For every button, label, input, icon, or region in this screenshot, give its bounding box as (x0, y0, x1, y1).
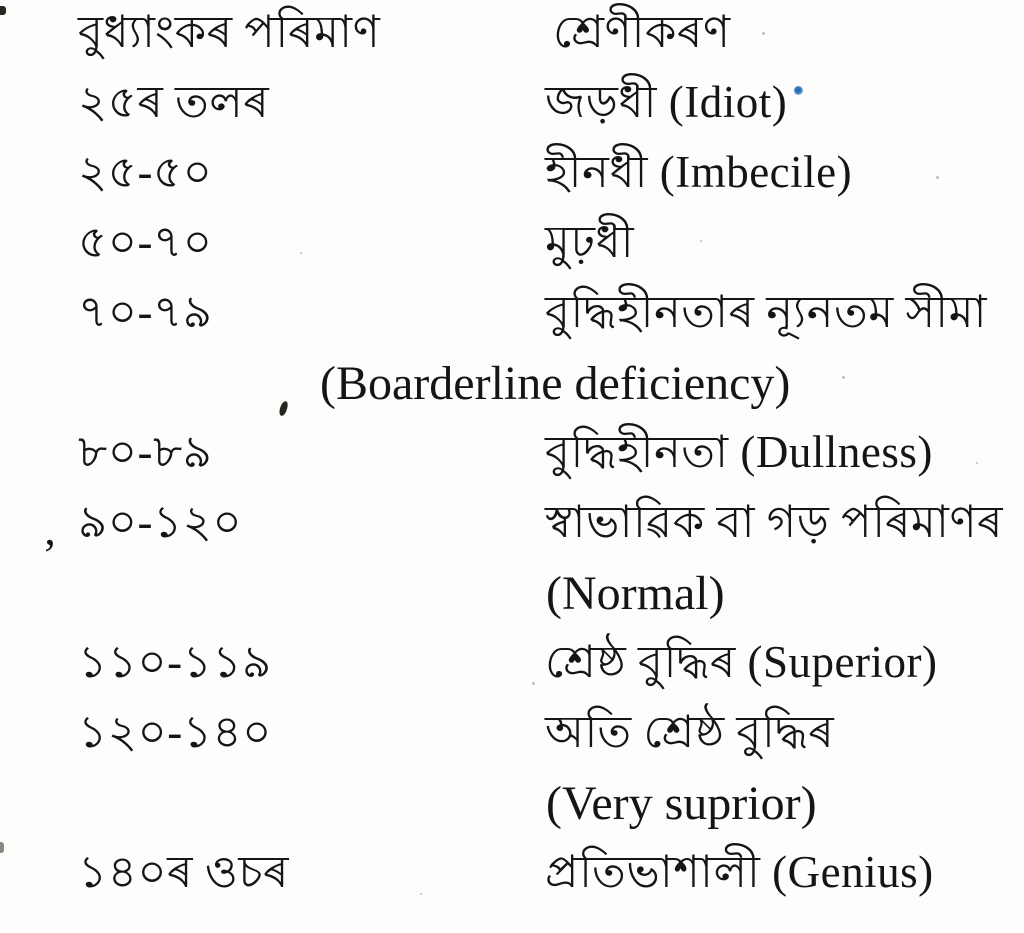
iq-range-cell (0, 146, 545, 216)
classification-cell (545, 426, 1024, 496)
classification-cell (545, 146, 1024, 216)
blue-ink-dot (794, 86, 803, 95)
iq-range-cell (0, 216, 545, 286)
classification-continuation-value: (Very suprior) (546, 777, 817, 830)
iq-range-value: ১২০-১৪০ (78, 707, 272, 757)
classification-value: প্ৰতিভাশালী (Genius) (545, 847, 934, 897)
scan-speck (936, 176, 939, 179)
classification-continuation-value: (Normal) (546, 567, 725, 620)
classification-cell (545, 496, 1024, 566)
classification-continuation-value: (Boarderline deficiency) (320, 357, 791, 410)
column-header-classification-label: শ্ৰেণীকৰণ (553, 7, 731, 57)
iq-range-cell (0, 426, 545, 496)
scan-speck (300, 252, 302, 254)
classification-value: শ্ৰেষ্ঠ বুদ্ধিৰ (Superior) (545, 637, 938, 687)
iq-range-cell (0, 286, 545, 356)
iq-range-value: ২৫ৰ তলৰ (78, 77, 270, 127)
scan-speck (532, 682, 535, 685)
classification-value: অতি শ্ৰেষ্ঠ বুদ্ধিৰ (545, 707, 835, 757)
scan-speck (842, 376, 845, 379)
classification-value: হীনধী (Imbecile) (545, 147, 853, 197)
classification-continuation-line (0, 356, 1024, 426)
classification-cell (545, 76, 1024, 146)
scan-speck (976, 462, 978, 464)
iq-range-cell (0, 706, 545, 776)
iq-range-value: ১৪০ৰ ওচৰ (78, 847, 289, 897)
classification-value: জড়ধী (Idiot) (545, 77, 788, 127)
iq-range-cell (0, 636, 545, 706)
classification-cell (545, 846, 1024, 916)
classification-value: বুদ্ধিহীনতা (Dullness) (545, 427, 933, 477)
scan-speck (420, 893, 422, 895)
stray-comma-mark: ’ (42, 529, 58, 580)
iq-range-value: ৭০-৭৯ (78, 287, 213, 337)
iq-range-cell (0, 496, 545, 566)
classification-continuation-line (0, 776, 1024, 846)
classification-value: স্বাভাৱিক বা গড় পৰিমাণৰ (545, 497, 1004, 547)
scan-edge-mark (0, 6, 6, 15)
classification-cell (545, 216, 1024, 286)
classification-cell (545, 706, 1024, 776)
iq-range-value: ৫০-৭০ (78, 217, 213, 267)
iq-range-cell (0, 846, 545, 916)
iq-classification-table (0, 6, 1024, 916)
column-header-classification (545, 6, 1024, 76)
classification-value: বুদ্ধিহীনতাৰ ন্যূনতম সীমা (545, 287, 988, 337)
iq-range-value: ১১০-১১৯ (78, 637, 272, 687)
scan-edge-mark (0, 842, 4, 853)
column-header-iq-range-label: বুধ্যাংকৰ পৰিমাণ (78, 7, 381, 57)
iq-range-value: ৯০-১২০ (78, 497, 243, 547)
classification-cell (545, 286, 1024, 356)
iq-range-value: ২৫-৫০ (78, 147, 213, 197)
scan-speck (700, 240, 702, 242)
classification-cell (545, 636, 1024, 706)
iq-range-cell (0, 76, 545, 146)
scan-speck (762, 32, 765, 35)
classification-continuation-line (0, 566, 1024, 636)
classification-value: মুঢ়ধী (545, 217, 635, 267)
iq-range-value: ৮০-৮৯ (78, 427, 213, 477)
column-header-iq-range (0, 6, 545, 76)
